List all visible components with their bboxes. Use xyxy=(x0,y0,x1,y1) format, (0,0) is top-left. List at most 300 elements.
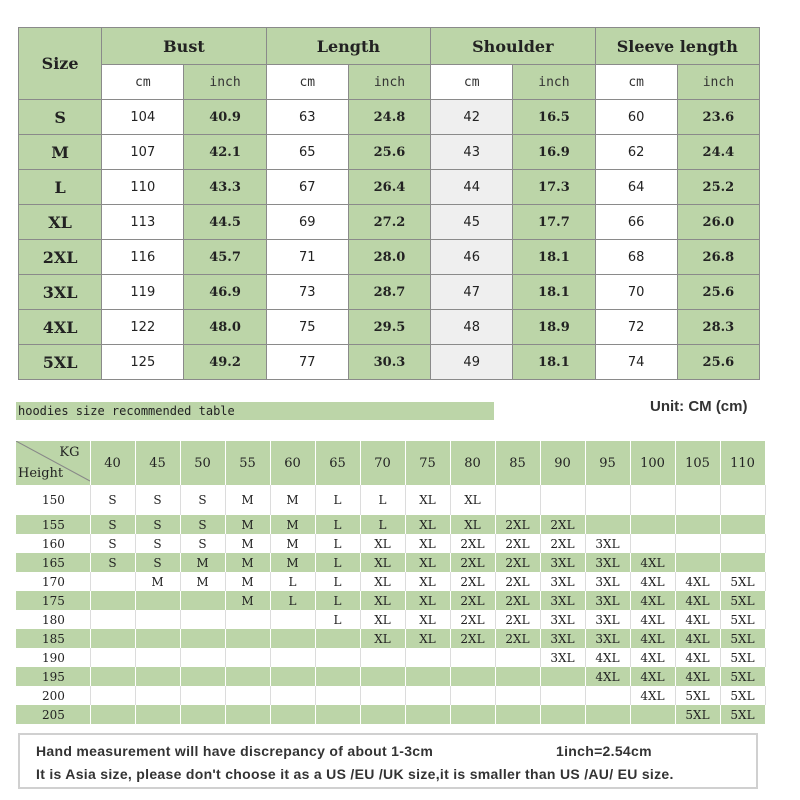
measurement-cell: 25.6 xyxy=(348,135,430,170)
size-label: 2XL xyxy=(19,240,102,275)
recommended-size-cell: 4XL xyxy=(630,629,675,648)
unit-header: cm xyxy=(266,65,348,100)
measurement-cell: 119 xyxy=(102,275,184,310)
recommended-size-cell xyxy=(225,667,270,686)
height-label: 160 xyxy=(16,534,90,553)
measurement-cell: 28.7 xyxy=(348,275,430,310)
height-label: 150 xyxy=(16,485,90,515)
recommended-size-cell xyxy=(720,553,765,572)
recommended-size-cell: 4XL xyxy=(675,648,720,667)
recommended-size-cell xyxy=(405,705,450,724)
unit-header: inch xyxy=(677,65,759,100)
size-label: 4XL xyxy=(19,310,102,345)
recommended-size-cell xyxy=(270,686,315,705)
recommended-size-cell: L xyxy=(270,572,315,591)
recommended-size-cell xyxy=(135,705,180,724)
recommended-size-cell: 4XL xyxy=(675,572,720,591)
recommended-size-cell: M xyxy=(270,515,315,534)
measurement-cell: 60 xyxy=(595,100,677,135)
measurement-cell: 68 xyxy=(595,240,677,275)
recommended-size-cell xyxy=(540,705,585,724)
recommended-size-cell: 5XL xyxy=(720,629,765,648)
recommended-size-cell: XL xyxy=(450,485,495,515)
recommended-size-cell xyxy=(585,705,630,724)
size-recommendation-table xyxy=(16,441,766,724)
recommended-size-cell: 4XL xyxy=(630,667,675,686)
recommended-size-cell xyxy=(180,648,225,667)
size-row xyxy=(19,135,760,170)
recommended-size-cell: S xyxy=(90,515,135,534)
recommended-size-cell xyxy=(495,648,540,667)
measurement-cell: 113 xyxy=(102,205,184,240)
recommended-size-cell: 5XL xyxy=(720,705,765,724)
weight-header: 110 xyxy=(720,441,765,485)
unit-header: inch xyxy=(184,65,266,100)
measurement-cell: 30.3 xyxy=(348,345,430,380)
recommended-size-cell: L xyxy=(315,534,360,553)
recommended-size-cell xyxy=(585,686,630,705)
recommended-size-cell xyxy=(540,485,585,515)
weight-header: 55 xyxy=(225,441,270,485)
size-row xyxy=(19,345,760,380)
recommended-size-cell: 2XL xyxy=(450,553,495,572)
recommended-size-cell xyxy=(135,610,180,629)
weight-header: 60 xyxy=(270,441,315,485)
recommended-size-cell: XL xyxy=(405,534,450,553)
recommended-size-cell: L xyxy=(315,610,360,629)
recommended-size-cell: 4XL xyxy=(585,667,630,686)
size-label: 5XL xyxy=(19,345,102,380)
measurement-cell: 45 xyxy=(431,205,513,240)
recommended-size-cell: 3XL xyxy=(585,572,630,591)
recommended-size-cell xyxy=(270,667,315,686)
recommended-size-cell: M xyxy=(225,572,270,591)
recommended-size-cell: XL xyxy=(360,553,405,572)
recommended-size-cell xyxy=(405,686,450,705)
recommendation-row xyxy=(16,667,765,686)
recommended-size-cell: 2XL xyxy=(495,591,540,610)
height-label: 170 xyxy=(16,572,90,591)
recommended-size-cell xyxy=(225,629,270,648)
measurement-cell: 42.1 xyxy=(184,135,266,170)
height-label: 195 xyxy=(16,667,90,686)
weight-header: 90 xyxy=(540,441,585,485)
recommended-size-cell xyxy=(135,629,180,648)
recommendation-row xyxy=(16,572,765,591)
measurement-cell: 16.9 xyxy=(513,135,595,170)
measurement-cell: 43.3 xyxy=(184,170,266,205)
unit-header: cm xyxy=(595,65,677,100)
measurement-cell: 107 xyxy=(102,135,184,170)
recommended-size-cell: 4XL xyxy=(675,667,720,686)
recommended-size-cell xyxy=(630,534,675,553)
recommended-size-cell xyxy=(315,629,360,648)
measurement-cell: 28.0 xyxy=(348,240,430,275)
measurement-cell: 43 xyxy=(431,135,513,170)
recommended-size-cell xyxy=(270,629,315,648)
recommended-size-cell xyxy=(90,629,135,648)
size-label: L xyxy=(19,170,102,205)
recommended-size-cell: 2XL xyxy=(495,534,540,553)
recommended-size-cell: 3XL xyxy=(585,610,630,629)
measurement-cell: 18.1 xyxy=(513,240,595,275)
recommended-size-cell: 3XL xyxy=(540,629,585,648)
recommended-size-cell xyxy=(225,648,270,667)
recommended-size-cell xyxy=(180,667,225,686)
measurement-cell: 46 xyxy=(431,240,513,275)
recommended-size-cell: M xyxy=(270,534,315,553)
size-row xyxy=(19,240,760,275)
measurement-cell: 77 xyxy=(266,345,348,380)
recommended-size-cell: XL xyxy=(405,553,450,572)
measurement-cell: 17.3 xyxy=(513,170,595,205)
recommended-size-cell: 3XL xyxy=(540,572,585,591)
recommended-size-cell: XL xyxy=(360,591,405,610)
recommended-size-cell: 3XL xyxy=(540,553,585,572)
recommended-size-cell: L xyxy=(315,485,360,515)
weight-header: 65 xyxy=(315,441,360,485)
recommended-size-cell xyxy=(495,686,540,705)
recommended-size-cell: 3XL xyxy=(585,553,630,572)
recommended-size-cell xyxy=(315,705,360,724)
weight-header: 105 xyxy=(675,441,720,485)
measurement-cell: 63 xyxy=(266,100,348,135)
measurement-cell: 24.8 xyxy=(348,100,430,135)
recommended-size-cell xyxy=(720,485,765,515)
measurement-cell: 46.9 xyxy=(184,275,266,310)
recommendation-row xyxy=(16,534,765,553)
measurement-cell: 26.8 xyxy=(677,240,759,275)
measurement-cell: 28.3 xyxy=(677,310,759,345)
recommended-size-cell: 3XL xyxy=(585,534,630,553)
recommended-size-cell: M xyxy=(180,572,225,591)
measurement-cell: 110 xyxy=(102,170,184,205)
recommended-size-cell xyxy=(495,485,540,515)
recommended-size-cell xyxy=(675,553,720,572)
recommended-size-cell: M xyxy=(225,485,270,515)
recommended-size-cell: L xyxy=(315,572,360,591)
recommended-size-cell: M xyxy=(270,553,315,572)
measurement-cell: 42 xyxy=(431,100,513,135)
measurement-cell: 72 xyxy=(595,310,677,345)
recommended-size-cell: XL xyxy=(405,629,450,648)
height-label: 205 xyxy=(16,705,90,724)
measurement-cell: 44.5 xyxy=(184,205,266,240)
unit-label: Unit: CM (cm) xyxy=(650,398,748,415)
recommended-size-cell: S xyxy=(90,485,135,515)
recommended-size-cell xyxy=(630,515,675,534)
measurement-cell: 74 xyxy=(595,345,677,380)
recommended-size-cell: L xyxy=(315,591,360,610)
recommended-size-cell: 5XL xyxy=(720,572,765,591)
recommended-size-cell xyxy=(720,515,765,534)
recommended-size-cell xyxy=(270,610,315,629)
measurement-cell: 66 xyxy=(595,205,677,240)
recommended-size-cell: 3XL xyxy=(585,629,630,648)
recommendation-row xyxy=(16,553,765,572)
measurement-cell: 25.2 xyxy=(677,170,759,205)
weight-header: 100 xyxy=(630,441,675,485)
length-header: Length xyxy=(266,28,430,65)
measurement-cell: 125 xyxy=(102,345,184,380)
recommended-size-cell: L xyxy=(360,515,405,534)
recommended-size-cell xyxy=(180,591,225,610)
recommended-size-cell xyxy=(135,667,180,686)
recommendation-row xyxy=(16,629,765,648)
recommended-size-cell: M xyxy=(270,485,315,515)
recommended-size-cell: 4XL xyxy=(675,591,720,610)
recommended-size-cell: XL xyxy=(360,610,405,629)
recommended-size-cell xyxy=(585,515,630,534)
recommended-size-cell xyxy=(495,667,540,686)
measurement-cell: 26.4 xyxy=(348,170,430,205)
recommended-size-cell: L xyxy=(315,515,360,534)
recommended-size-cell: M xyxy=(135,572,180,591)
unit-header: cm xyxy=(102,65,184,100)
measurement-cell: 75 xyxy=(266,310,348,345)
measurement-cell: 65 xyxy=(266,135,348,170)
height-axis-label: Height xyxy=(18,466,64,481)
unit-header: inch xyxy=(348,65,430,100)
recommended-size-cell: L xyxy=(270,591,315,610)
recommended-size-cell: S xyxy=(90,534,135,553)
size-measurement-table xyxy=(18,27,760,380)
weight-header: 75 xyxy=(405,441,450,485)
weight-header: 80 xyxy=(450,441,495,485)
recommended-size-cell: M xyxy=(180,553,225,572)
size-row xyxy=(19,275,760,310)
recommended-size-cell: 4XL xyxy=(630,610,675,629)
recommended-size-cell: 4XL xyxy=(675,610,720,629)
recommended-size-cell xyxy=(135,591,180,610)
unit-header: inch xyxy=(513,65,595,100)
recommended-size-cell xyxy=(315,667,360,686)
recommended-size-cell xyxy=(405,648,450,667)
measurement-cell: 16.5 xyxy=(513,100,595,135)
measurement-cell: 44 xyxy=(431,170,513,205)
recommended-size-cell xyxy=(180,629,225,648)
recommended-size-cell: 5XL xyxy=(720,667,765,686)
measurement-cell: 25.6 xyxy=(677,345,759,380)
recommended-size-cell: 4XL xyxy=(630,553,675,572)
recommended-size-cell xyxy=(270,705,315,724)
recommended-size-cell: S xyxy=(180,485,225,515)
recommended-size-cell xyxy=(675,534,720,553)
recommended-size-cell: S xyxy=(135,553,180,572)
measurement-cell: 17.7 xyxy=(513,205,595,240)
weight-header: 70 xyxy=(360,441,405,485)
recommended-size-cell: M xyxy=(225,534,270,553)
recommended-size-cell: XL xyxy=(405,572,450,591)
weight-header: 95 xyxy=(585,441,630,485)
recommended-size-cell: XL xyxy=(405,591,450,610)
recommended-size-cell: 2XL xyxy=(450,629,495,648)
measurement-cell: 49 xyxy=(431,345,513,380)
recommended-size-cell xyxy=(495,705,540,724)
measurement-cell: 26.0 xyxy=(677,205,759,240)
recommended-size-cell: 2XL xyxy=(495,572,540,591)
recommended-size-cell: XL xyxy=(360,572,405,591)
recommended-size-cell: 2XL xyxy=(495,610,540,629)
recommended-size-cell: 4XL xyxy=(630,591,675,610)
recommended-size-cell xyxy=(630,705,675,724)
measurement-cell: 23.6 xyxy=(677,100,759,135)
recommended-size-cell xyxy=(405,667,450,686)
size-row xyxy=(19,310,760,345)
recommended-size-cell: S xyxy=(90,553,135,572)
recommended-size-cell: 3XL xyxy=(585,591,630,610)
shoulder-header: Shoulder xyxy=(431,28,595,65)
recommended-size-cell xyxy=(450,667,495,686)
measurement-cell: 29.5 xyxy=(348,310,430,345)
recommended-size-cell: L xyxy=(360,485,405,515)
height-label: 165 xyxy=(16,553,90,572)
weight-axis-label: KG xyxy=(59,445,80,460)
measurement-cell: 70 xyxy=(595,275,677,310)
recommended-size-cell xyxy=(90,572,135,591)
recommendation-row xyxy=(16,705,765,724)
recommended-size-cell: S xyxy=(135,485,180,515)
measurement-cell: 122 xyxy=(102,310,184,345)
recommended-size-cell: 5XL xyxy=(720,686,765,705)
recommended-size-cell xyxy=(450,686,495,705)
recommendation-row xyxy=(16,648,765,667)
recommended-size-cell: S xyxy=(135,534,180,553)
recommended-size-cell: M xyxy=(225,553,270,572)
measurement-cell: 47 xyxy=(431,275,513,310)
size-header: Size xyxy=(19,28,102,100)
recommended-size-cell xyxy=(270,648,315,667)
recommendation-row xyxy=(16,485,765,515)
recommended-size-cell xyxy=(675,515,720,534)
recommended-size-cell: 3XL xyxy=(540,648,585,667)
weight-header: 40 xyxy=(90,441,135,485)
recommended-size-cell: XL xyxy=(360,629,405,648)
recommended-size-cell: 2XL xyxy=(495,515,540,534)
measurement-cell: 45.7 xyxy=(184,240,266,275)
recommended-size-cell: 5XL xyxy=(675,686,720,705)
asia-size-note: It is Asia size, please don't choose it as a US /EU /UK size,it is smaller than US /AU/ EU size. xyxy=(36,766,674,782)
table-caption: hoodies size recommended table xyxy=(16,402,494,420)
measurement-cell: 18.1 xyxy=(513,275,595,310)
measurement-cell: 18.1 xyxy=(513,345,595,380)
size-row xyxy=(19,100,760,135)
recommended-size-cell xyxy=(450,648,495,667)
recommended-size-cell: M xyxy=(225,515,270,534)
recommended-size-cell xyxy=(90,667,135,686)
measurement-cell: 62 xyxy=(595,135,677,170)
sleeve-length-header: Sleeve length xyxy=(595,28,759,65)
corner-cell xyxy=(16,441,90,485)
recommended-size-cell: 5XL xyxy=(720,591,765,610)
recommended-size-cell xyxy=(180,705,225,724)
recommended-size-cell xyxy=(180,610,225,629)
recommended-size-cell xyxy=(225,610,270,629)
recommended-size-cell xyxy=(675,485,720,515)
recommended-size-cell: 2XL xyxy=(495,629,540,648)
recommended-size-cell xyxy=(585,485,630,515)
recommended-size-cell xyxy=(90,686,135,705)
size-label: M xyxy=(19,135,102,170)
measurement-note: Hand measurement will have discrepancy of about 1-3cm xyxy=(36,743,434,759)
measurement-cell: 18.9 xyxy=(513,310,595,345)
weight-header: 45 xyxy=(135,441,180,485)
recommended-size-cell: 4XL xyxy=(675,629,720,648)
recommended-size-cell xyxy=(630,485,675,515)
measurement-cell: 69 xyxy=(266,205,348,240)
measurement-cell: 49.2 xyxy=(184,345,266,380)
recommended-size-cell: XL xyxy=(405,485,450,515)
recommended-size-cell: XL xyxy=(405,610,450,629)
measurement-cell: 40.9 xyxy=(184,100,266,135)
recommended-size-cell xyxy=(315,648,360,667)
recommended-size-cell: S xyxy=(180,515,225,534)
size-label: XL xyxy=(19,205,102,240)
height-label: 200 xyxy=(16,686,90,705)
bust-header: Bust xyxy=(102,28,266,65)
recommended-size-cell: 5XL xyxy=(675,705,720,724)
height-label: 155 xyxy=(16,515,90,534)
recommended-size-cell xyxy=(315,686,360,705)
height-label: 175 xyxy=(16,591,90,610)
recommended-size-cell xyxy=(135,648,180,667)
recommended-size-cell: 5XL xyxy=(720,648,765,667)
recommended-size-cell: 4XL xyxy=(630,572,675,591)
measurement-cell: 27.2 xyxy=(348,205,430,240)
recommended-size-cell: 2XL xyxy=(450,591,495,610)
size-row xyxy=(19,170,760,205)
recommended-size-cell xyxy=(90,610,135,629)
recommended-size-cell: 2XL xyxy=(540,515,585,534)
recommended-size-cell xyxy=(360,648,405,667)
recommended-size-cell xyxy=(90,591,135,610)
recommended-size-cell xyxy=(720,534,765,553)
recommended-size-cell: 4XL xyxy=(630,686,675,705)
recommended-size-cell: 5XL xyxy=(720,610,765,629)
recommendation-row xyxy=(16,591,765,610)
recommended-size-cell: XL xyxy=(405,515,450,534)
measurement-cell: 25.6 xyxy=(677,275,759,310)
recommended-size-cell: 2XL xyxy=(450,572,495,591)
recommended-size-cell xyxy=(135,686,180,705)
measurement-cell: 48.0 xyxy=(184,310,266,345)
recommended-size-cell: M xyxy=(225,591,270,610)
recommended-size-cell: 4XL xyxy=(630,648,675,667)
recommended-size-cell: L xyxy=(315,553,360,572)
weight-header: 50 xyxy=(180,441,225,485)
height-label: 185 xyxy=(16,629,90,648)
recommended-size-cell: XL xyxy=(360,534,405,553)
recommended-size-cell: 4XL xyxy=(585,648,630,667)
recommended-size-cell: 3XL xyxy=(540,610,585,629)
size-label: 3XL xyxy=(19,275,102,310)
measurement-cell: 48 xyxy=(431,310,513,345)
height-label: 180 xyxy=(16,610,90,629)
recommended-size-cell xyxy=(450,705,495,724)
recommended-size-cell: S xyxy=(135,515,180,534)
recommended-size-cell: S xyxy=(180,534,225,553)
recommended-size-cell xyxy=(90,648,135,667)
recommendation-row xyxy=(16,610,765,629)
notes-box xyxy=(18,733,758,789)
recommended-size-cell xyxy=(180,686,225,705)
measurement-cell: 104 xyxy=(102,100,184,135)
size-label: S xyxy=(19,100,102,135)
recommended-size-cell: 2XL xyxy=(450,610,495,629)
recommendation-row xyxy=(16,686,765,705)
measurement-cell: 24.4 xyxy=(677,135,759,170)
recommended-size-cell xyxy=(540,667,585,686)
